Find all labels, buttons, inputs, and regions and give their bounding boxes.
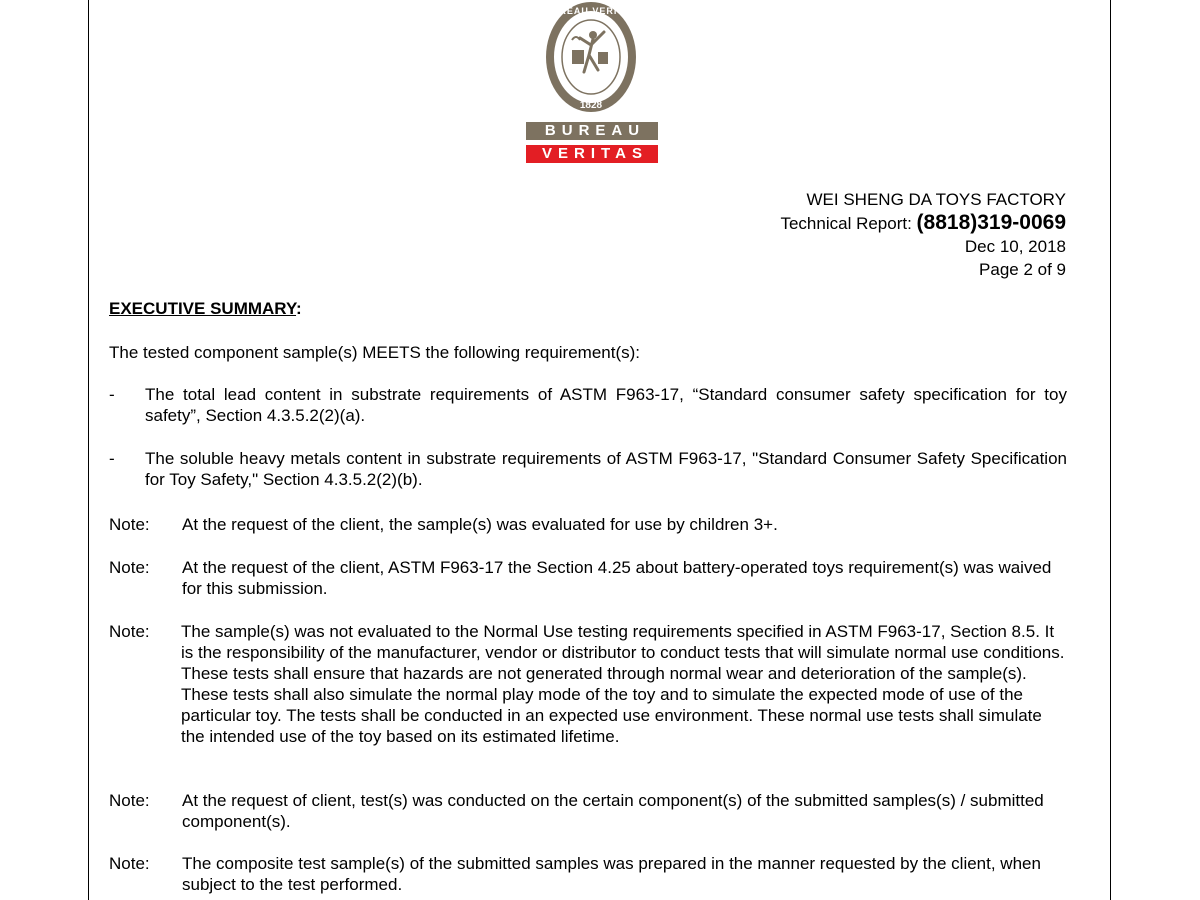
note-text: The composite test sample(s) of the submitted samples was prepared in the manner requested by the client, when subject to the test performed. [182,854,1041,894]
list-item [109,448,1067,490]
report-line [780,211,1066,235]
note-item [109,621,1069,747]
note-text: At the request of the client, the sample(s) was evaluated for use by children 3+. [182,515,778,534]
note-label: Note: [109,515,150,534]
note-item [109,790,1069,832]
summary-title-colon: : [296,299,302,318]
page-border-right [1110,0,1111,900]
summary-intro: The tested component sample(s) MEETS the following requirement(s): [109,343,641,362]
report-label: Technical Report: [780,214,917,233]
note-text: The sample(s) was not evaluated to the Normal Use testing requirements specified in ASTM F963-17, Section 8.5. It is the responsibility of the manufacturer, vendor or distributor to conduct tests that will simulate normal use conditions. These tests shall ensure that hazards are not generated through normal wear and deterioration of the sample(s). These tests shall also simulate the normal play mode of the toy and to simulate the expected mode of use of the particular toy. The tests shall be conducted in an expected use environment. These normal use tests shall simulate the intended use of the toy based on its estimated lifetime. [181,622,1065,746]
company-name: WEI SHENG DA TOYS FACTORY [806,190,1066,209]
note-label: Note: [109,854,150,873]
note-label: Note: [109,558,150,577]
summary-title-text: EXECUTIVE SUMMARY [109,299,297,318]
bullet-marker: - [109,385,115,404]
report-number: (8818)319-0069 [916,211,1066,234]
report-date: Dec 10, 2018 [964,237,1066,256]
list-item [109,384,1067,426]
note-text: At the request of client, test(s) was conducted on the certain component(s) of the submitted samples(s) / submitted component(s). [182,791,1044,831]
bullet-marker: - [109,449,115,468]
page-number: Page 2 of 9 [979,260,1066,279]
note-item [109,853,1069,895]
bullet-text: The total lead content in substrate requirements of ASTM F963-17, “Standard consumer safety specification for toy safety”, Section 4.3.5.2(2)(a). [145,385,1067,425]
page-border-left [88,0,89,900]
note-item [109,557,1069,599]
bullet-text: The soluble heavy metals content in substrate requirements of ASTM F963-17, "Standard Consumer Safety Specification for Toy Safety," Section 4.3.5.2(2)(b). [145,449,1067,489]
note-label: Note: [109,622,150,641]
logo-bar-bureau: BUREAU [526,122,658,140]
report-header [780,188,1066,281]
bureau-veritas-logo [524,0,660,166]
note-item [109,514,1069,535]
logo-bar-veritas: VERITAS [526,145,658,163]
seal-year: 1828 [579,100,603,111]
bureau-veritas-seal-icon [542,0,640,118]
note-text: At the request of the client, ASTM F963-17 the Section 4.25 about battery-operated toys requirement(s) was waived for this submission. [182,558,1052,598]
note-label: Note: [109,791,150,810]
summary-title [109,298,1067,319]
seal-top-text: BUREAU VERITAS [544,6,638,16]
